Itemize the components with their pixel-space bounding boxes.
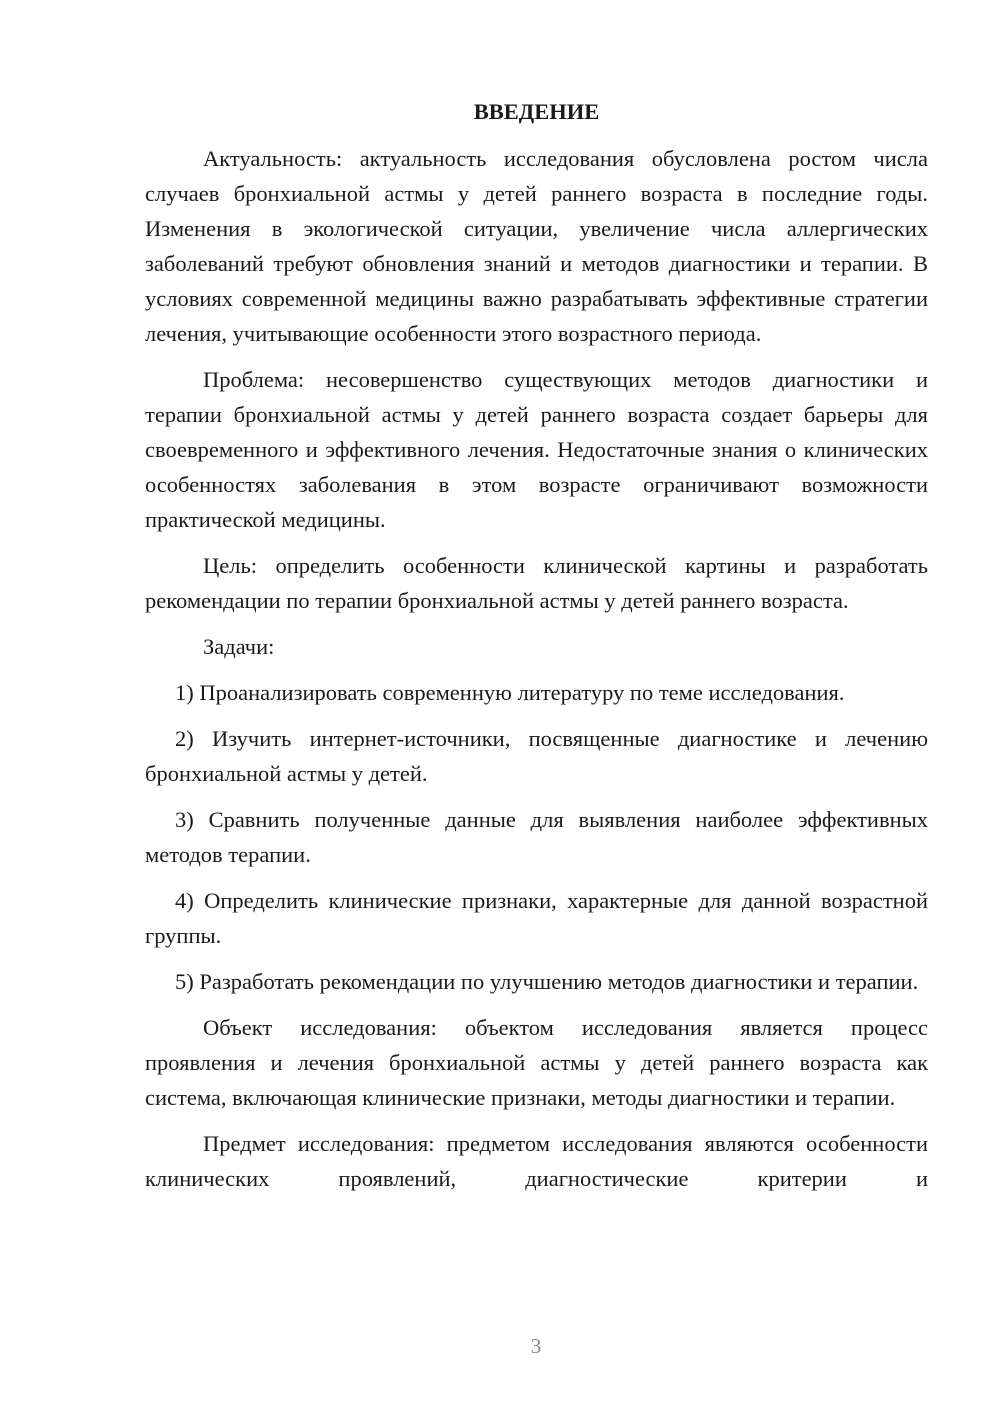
task-item-1: 1) Проанализировать современную литературу по теме исследования. <box>175 680 845 705</box>
paragraph-object: Объект исследования: объектом исследования является процесс проявления и лечения бронхиальной астмы у детей раннего возраста как система, включающая клинические признаки, методы диагностики и терапии. <box>145 1015 928 1110</box>
task-item-3: 3) Сравнить полученные данные для выявления наиболее эффективных методов терапии. <box>145 807 928 867</box>
task-item-4: 4) Определить клинические признаки, характерные для данной возрастной группы. <box>145 888 928 948</box>
paragraph-relevance: Актуальность: актуальность исследования обусловлена ростом числа случаев бронхиальной астмы у детей раннего возраста в последние годы. Изменения в экологической ситуации, увеличение числа аллергических заболеваний требуют обновления знаний и методов диагностики и терапии. В условиях современной медицины важно разрабатывать эффективные стратегии лечения, учитывающие особенности этого возрастного периода. <box>145 146 928 346</box>
paragraph-subject: Предмет исследования: предметом исследования являются особенности клинических проявлений, диагностические критерии и <box>145 1131 928 1191</box>
section-title: ВВЕДЕНИЕ <box>473 99 600 124</box>
task-item-5: 5) Разработать рекомендации по улучшению методов диагностики и терапии. <box>175 969 919 994</box>
tasks-label: Задачи: <box>203 634 275 659</box>
paragraph-problem: Проблема: несовершенство существующих методов диагностики и терапии бронхиальной астмы у детей раннего возраста создает барьеры для своевременного и эффективного лечения. Недостаточные знания о клинических особенностях заболевания в этом возрасте ограничивают возможности практической медицины. <box>145 367 928 532</box>
page-number: 3 <box>530 1334 542 1358</box>
document-page <box>145 94 928 1207</box>
paragraph-goal: Цель: определить особенности клинической картины и разработать рекомендации по терапии бронхиальной астмы у детей раннего возраста. <box>145 553 928 613</box>
task-item-2: 2) Изучить интернет-источники, посвященные диагностике и лечению бронхиальной астмы у детей. <box>145 726 928 786</box>
